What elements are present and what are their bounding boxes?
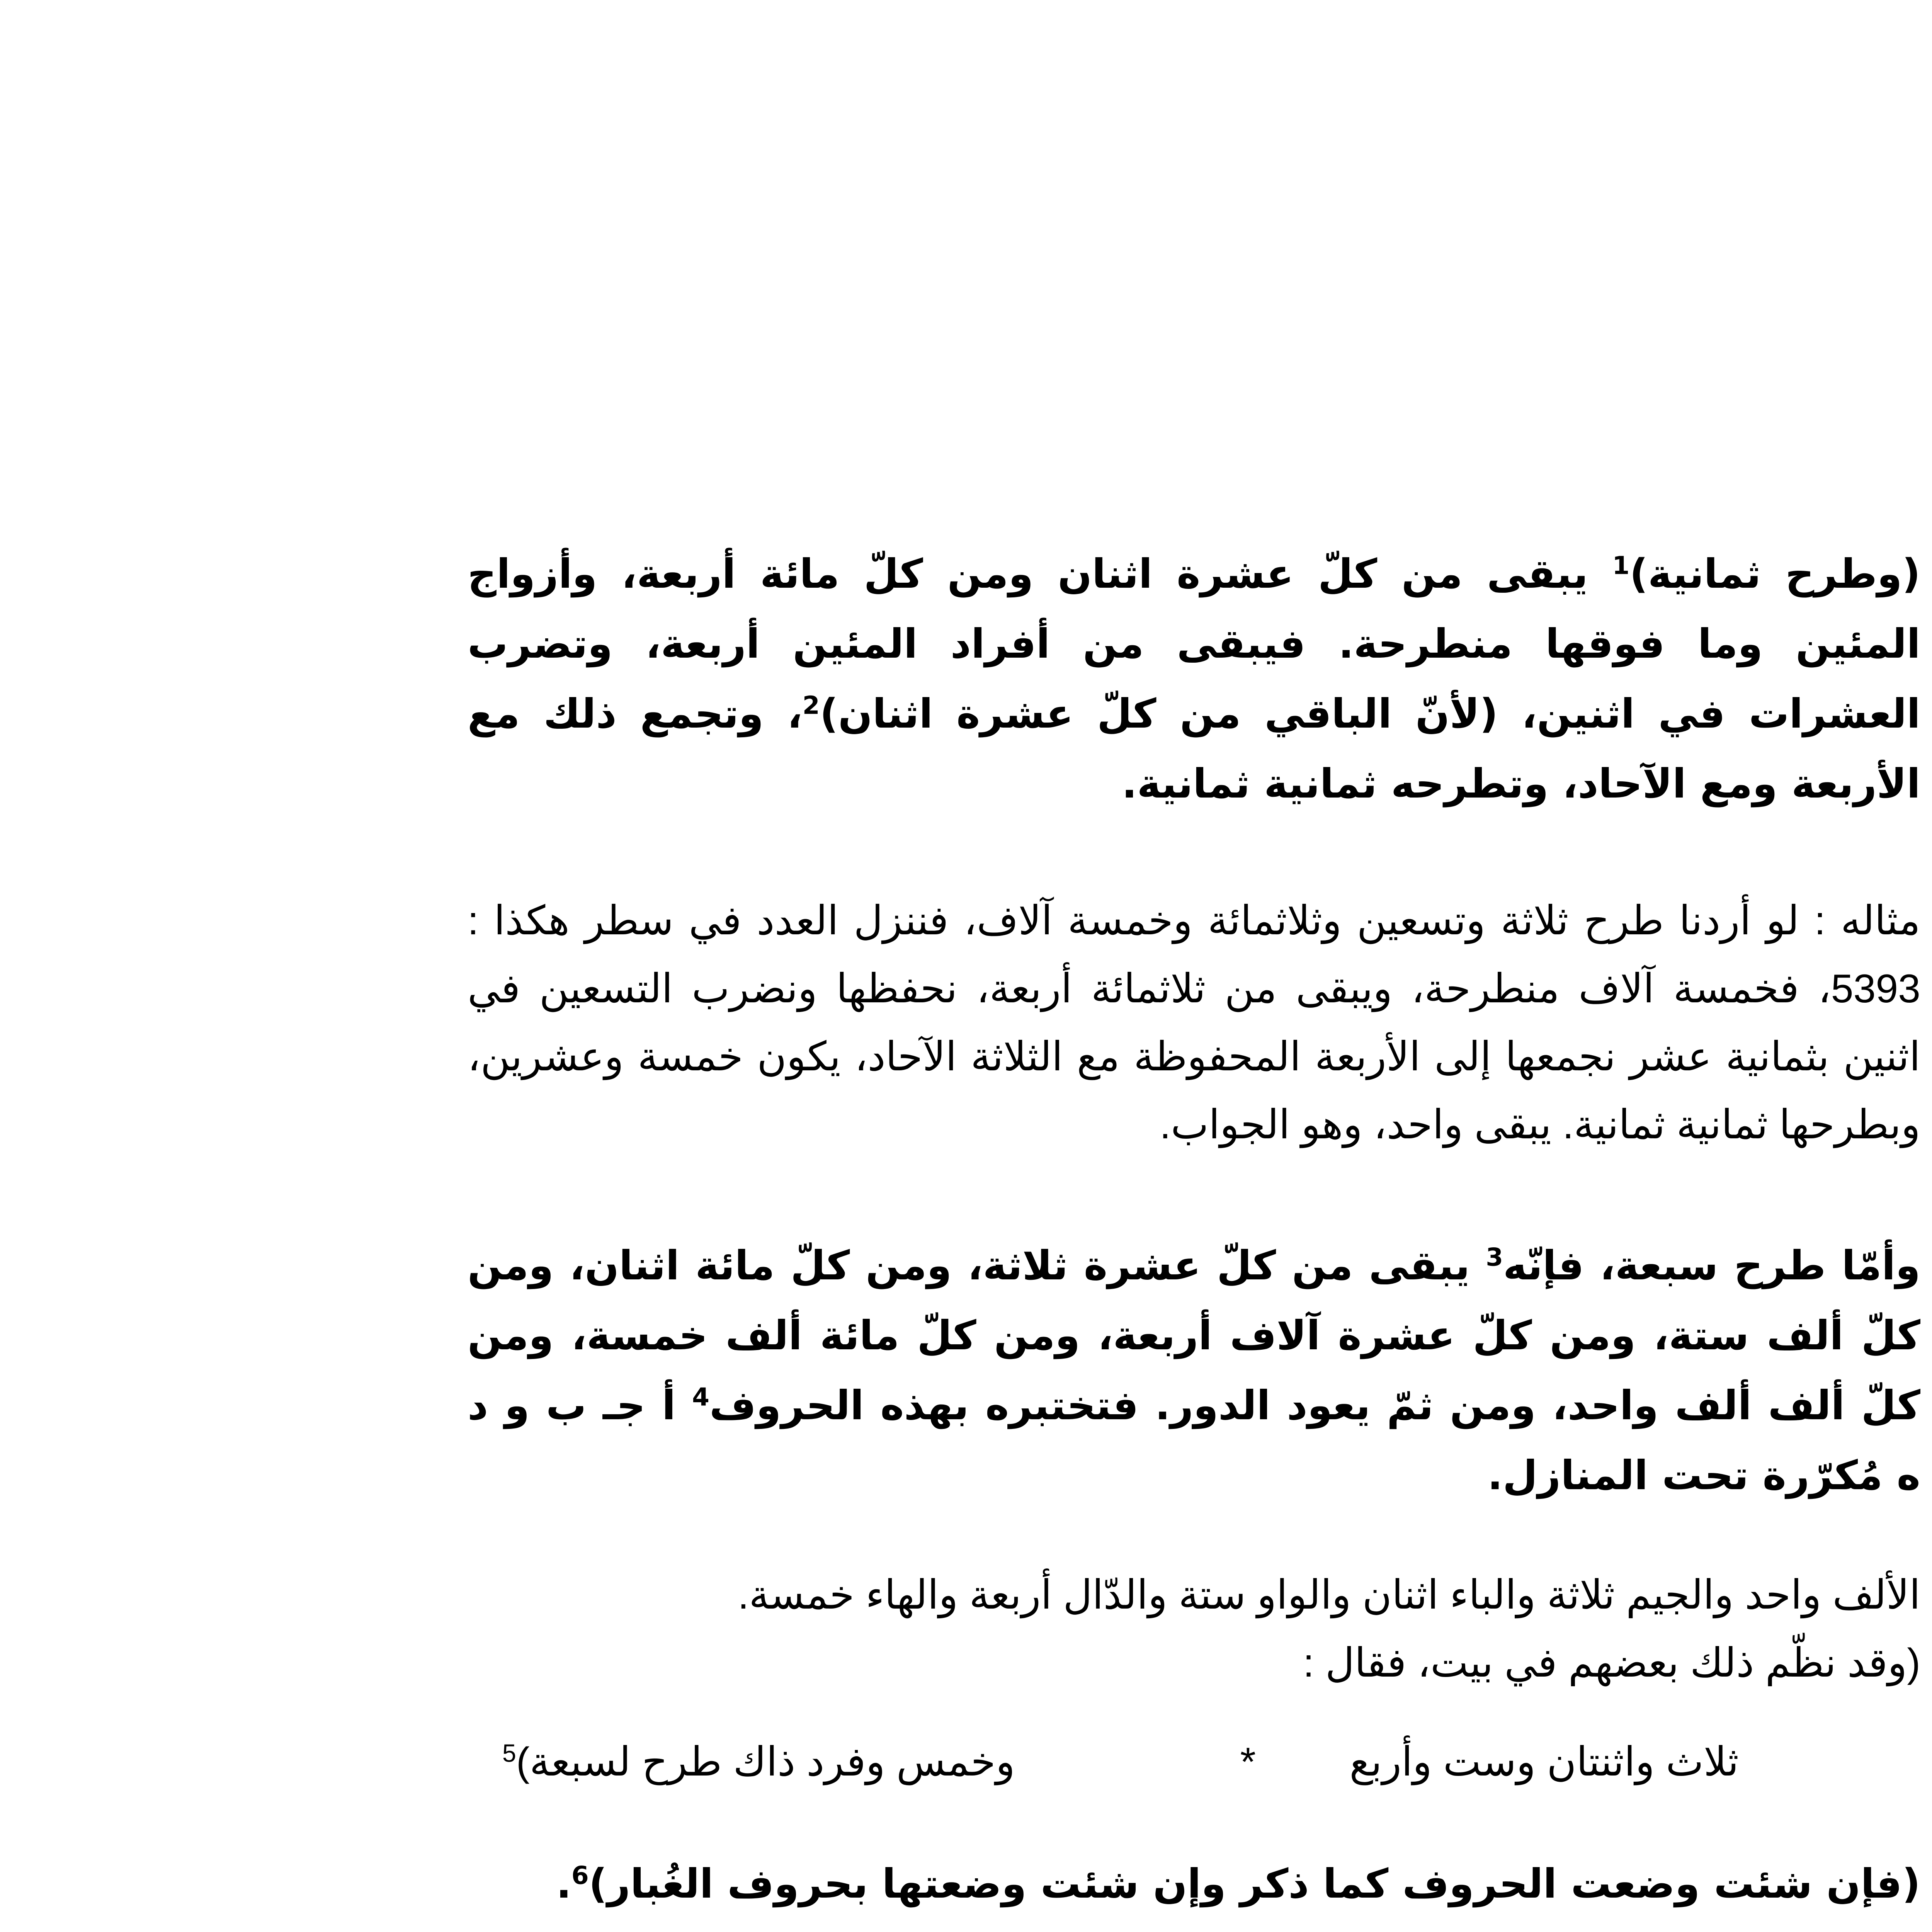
paragraph-line: (وقد نظّم ذلك بعضهم في بيت، فقال : xyxy=(1303,1641,1920,1685)
paragraph-text: يبقى من كلّ عشرة ثلاثة، ومن كلّ مائة اثنان، ومن كلّ ألف ستة، ومن كلّ عشرة آلاف أربعة، ومن كلّ مائة ألف خمسة، ومن كلّ ألف ألف واحد، ومن ثمّ يعود الدور. فتختبره بهذه الحروف xyxy=(468,1242,1920,1429)
verse-second-hemistich xyxy=(502,1727,1015,1797)
paragraph-letter-values xyxy=(468,1561,1920,1697)
paragraph-example: مثاله : لو أردنا طرح ثلاثة وتسعين وثلاثمائة وخمسة آلاف، فننزل العدد في سطر هكذا : 5393، فخمسة آلاف منطرحة، ويبقى من ثلاثمائة أربعة، نحفظها ونضرب التسعين في اثنين بثمانية عشر نجمعها إلى الأربعة المحفوظة مع الثلاثة الآحاد، يكون خمسة وعشرين، وبطرحها ثمانية ثمانية. يبقى واحد، وهو الجواب. xyxy=(468,898,1920,1147)
paragraph-ghubar xyxy=(468,1849,1920,1919)
paragraph-eight-remainder xyxy=(468,539,1920,819)
verse-separator: * xyxy=(1240,1740,1256,1784)
poem-verse xyxy=(502,1727,1739,1797)
footnote-ref: 5 xyxy=(502,1739,516,1767)
footnote-ref: 1 xyxy=(1612,551,1630,580)
paragraph-text: ، وتجمع ذلك مع الأربعة ومع الآحاد، وتطرحه ثمانية ثمانية. xyxy=(468,690,1920,807)
paragraph-text: (وطرح ثمانية) xyxy=(1629,550,1920,597)
verse-first-hemistich: ثلاث واثنتان وست وأربع xyxy=(1349,1740,1739,1784)
paragraph-text: (فإن شئت وضعت الحروف كما ذكر وإن شئت وضعتها بحروف الغُبار) xyxy=(588,1860,1920,1907)
paragraph-text: وأمّا طرح سبعة، فإنّه xyxy=(1503,1242,1920,1289)
footnote-ref: 2 xyxy=(802,691,820,720)
footnote-ref: 3 xyxy=(1486,1243,1503,1272)
paragraph-text: يبقى من كلّ عشرة اثنان ومن كلّ مائة أربعة، وأزواج المئين وما فوقها منطرحة. فيبقى من أفراد المئين أربعة، وتضرب العشرات في اثنين، (لأنّ الباقي من كلّ عشرة اثنان) xyxy=(468,550,1920,737)
footnote-ref: 6 xyxy=(571,1861,589,1890)
paragraph-seven-remainder xyxy=(468,1231,1920,1510)
paragraph-text: . xyxy=(556,1860,571,1907)
footnote-ref: 4 xyxy=(692,1383,709,1412)
paragraph-line: الألف واحد والجيم ثلاثة والباء اثنان والواو ستة والدّال أربعة والهاء خمسة. xyxy=(738,1573,1920,1617)
verse-text: وخمس وفرد ذاك طرح لسبعة) xyxy=(516,1740,1015,1784)
paragraph-text: أ جـ ب و د ه مُكرّرة تحت المنازل. xyxy=(468,1382,1920,1499)
